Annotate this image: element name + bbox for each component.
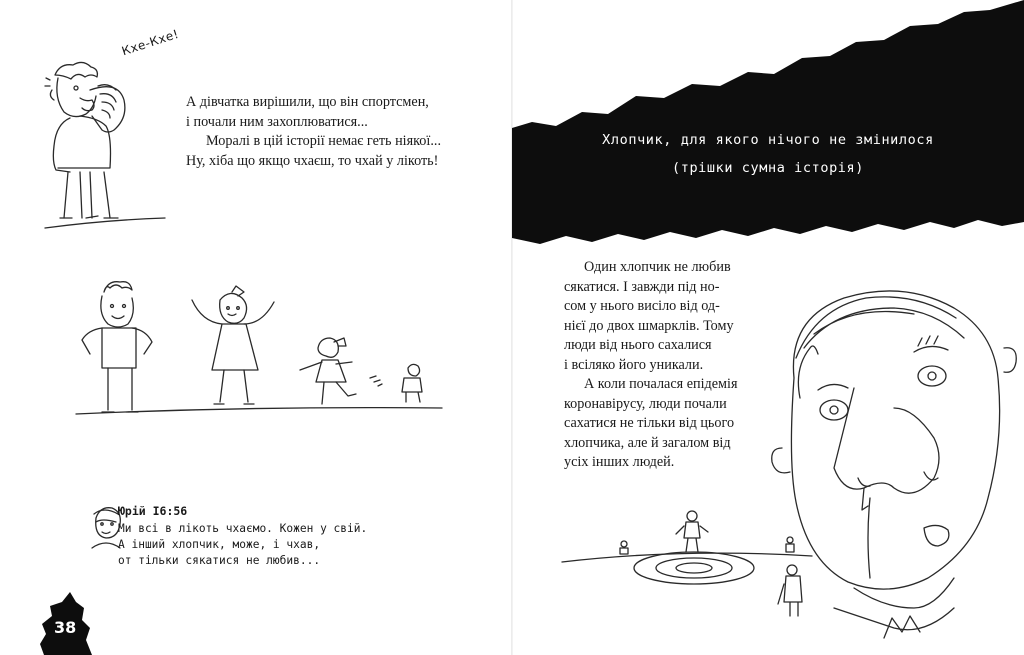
right-paragraph-line: коронавірусу, люди почали: [564, 395, 727, 412]
right-paragraph-line: люди від нього сахалися: [564, 337, 712, 353]
story-subtitle: (трішки сумна історія): [671, 160, 864, 176]
comment-author: Юрій I6:56: [118, 504, 188, 518]
comment-line: от тільки сякатися не любив...: [118, 554, 321, 567]
comment-line: Ми всі в лікоть чхаємо. Кожен у свій.: [118, 522, 368, 535]
right-page: [512, 0, 1024, 655]
title-band: [512, 0, 1024, 250]
right-paragraph-line: А коли почалася епідемія: [584, 376, 738, 392]
right-paragraph-line: Один хлопчик не любив: [584, 259, 731, 275]
left-paragraph-line: А дівчатка вирішили, що він спортсмен,: [186, 94, 429, 110]
coughing-man-illustration: [40, 50, 170, 230]
right-paragraph-line: хлопчика, але й загалом від: [564, 434, 731, 451]
comment-line: А інший хлопчик, може, і чхав,: [118, 538, 321, 551]
right-paragraph-line: сом у нього висіло від од-: [564, 298, 720, 314]
right-paragraph-line: сякатися. І завжди під но-: [564, 278, 720, 295]
cough-sound-text: Кхе-Кхе!: [120, 26, 181, 59]
right-paragraph-line: нієї до двох шмарклів. Тому: [564, 317, 734, 334]
right-paragraph-line: і всіляко його уникали.: [564, 356, 704, 373]
left-paragraph-line: Ну, хіба що якщо чхаєш, то чхай у лікоть!: [186, 152, 439, 169]
ripple-scene-illustration: [562, 504, 812, 624]
page-number: 38: [54, 618, 77, 637]
right-paragraph: [564, 258, 804, 473]
left-paragraph-line: Моралі в цій історії немає геть ніякої...: [206, 133, 441, 149]
story-title: Хлопчик, для якого нічого не змінилося: [602, 132, 934, 148]
right-paragraph-line: усіх інших людей.: [564, 454, 675, 470]
family-illustration: [72, 276, 442, 422]
left-paragraph: [186, 93, 476, 171]
left-paragraph-line: і почали ним захоплюватися...: [186, 113, 368, 130]
comment-block: [118, 504, 367, 569]
right-paragraph-line: сахатися не тільки від цього: [564, 415, 735, 431]
